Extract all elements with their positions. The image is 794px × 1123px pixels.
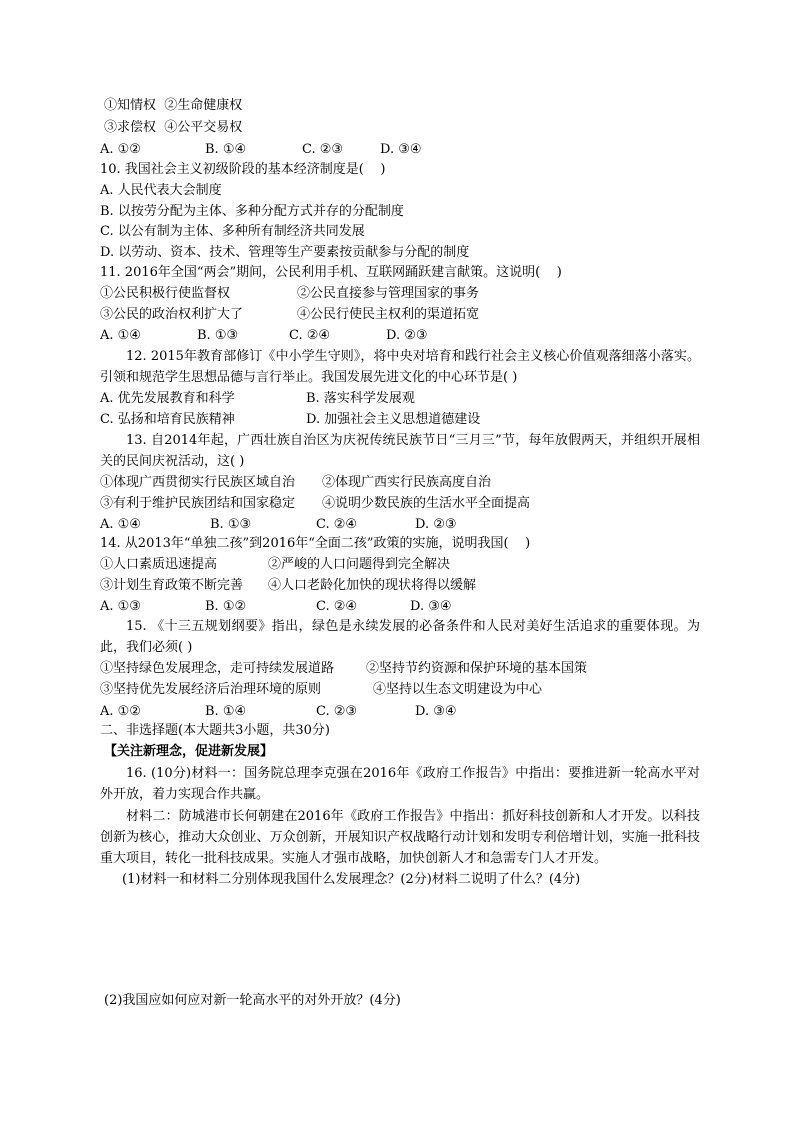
q11-option-d[interactable]: D. ②③ [386,328,428,343]
q16-subquestion-1: (1)材料一和材料二分别体现我国什么发展理念？(2分)材料二说明了什么？(4分) [122,872,581,887]
q15-option-b[interactable]: B. ①④ [205,704,247,719]
q13-option-a[interactable]: A. ①④ [100,517,141,532]
q13-statement-1: ①体现广西贯彻实行民族区域自治 [100,475,296,490]
q13-stem: 13. 自2014年起，广西壮族自治区为庆祝传统民族节日“三月三”节，每年放假两天，并组织开展相关的民间庆祝活动，这( ) [100,433,700,469]
q9-statement-row-1: ①知情权 ②生命健康权 [104,98,243,113]
q9-statement-row-2: ③求偿权 ④公平交易权 [104,120,243,135]
q12-option-c[interactable]: C. 弘扬和培育民族精神 [100,412,235,427]
q13-option-d[interactable]: D. ②③ [415,517,457,532]
q9-option-c[interactable]: C. ②③ [302,142,344,157]
q13-statement-2: ②体现广西实行民族高度自治 [322,475,492,490]
q10-option-d[interactable]: D. 以劳动、资本、技术、管理等生产要素按贡献参与分配的制度 [100,245,470,260]
q12-stem: 12. 2015年教育部修订《中小学生守则》，将中央对培育和践行社会主义核心价值观落细落小落实。引领和规范学生思想品德与言行举止。我国发展先进文化的中心环节是( ) [100,349,700,385]
q15-option-d[interactable]: D. ③④ [415,704,457,719]
q15-statement-3: ③坚持优先发展经济后治理环境的原则 [100,682,322,697]
q10-option-a[interactable]: A. 人民代表大会制度 [100,183,222,198]
q11-statement-3: ③公民的政治权利扩大了 [100,307,244,322]
q12-option-b[interactable]: B. 落实科学发展观 [306,391,415,406]
q16-subquestion-2: (2)我国应如何应对新一轮高水平的对外开放？(4分) [104,993,401,1008]
q14-option-a[interactable]: A. ①③ [100,599,141,614]
q15-option-a[interactable]: A. ①② [100,704,141,719]
q10-stem: 10. 我国社会主义初级阶段的基本经济制度是( ) [100,162,386,177]
section-two-theme: 【关注新理念，促进新发展】 [104,744,274,759]
q16-material-one: 16. (10分)材料一：国务院总理李克强在2016年《政府工作报告》中指出：要推进新一轮高水平对外开放，着力实现合作共赢。 [100,766,700,802]
q9-option-b[interactable]: B. ①④ [205,142,247,157]
q13-option-b[interactable]: B. ①③ [210,517,252,532]
q15-stem: 15. 《十三五规划纲要》指出，绿色是永续发展的必备条件和人民对美好生活追求的重要体现。为此，我们必须( ) [100,619,700,655]
q12-option-d[interactable]: D. 加强社会主义思想道德建设 [306,412,481,427]
q11-stem: 11. 2016年全国“两会”期间，公民利用手机、互联网踊跃建言献策。这说明( ) [100,265,562,280]
q14-statement-1: ①人口素质迅速提高 [100,557,218,572]
q14-stem: 14. 从2013年“单独二孩”到2016年“全面二孩”政策的实施，说明我国( ) [100,536,531,551]
q14-option-c[interactable]: C. ②④ [316,599,358,614]
section-two-title: 二、非选择题(本大题共3小题，共30分) [100,723,330,738]
q15-statement-2: ②坚持节约资源和保护环境的基本国策 [366,661,588,676]
q13-statement-4: ④说明少数民族的生活水平全面提高 [322,496,531,511]
q10-option-c[interactable]: C. 以公有制为主体、多种所有制经济共同发展 [100,224,365,239]
q11-option-c[interactable]: C. ②④ [289,328,331,343]
q11-option-b[interactable]: B. ①③ [197,328,239,343]
q11-option-a[interactable]: A. ①④ [100,328,141,343]
q10-option-b[interactable]: B. 以按劳分配为主体、多种分配方式并存的分配制度 [100,204,404,219]
q15-option-c[interactable]: C. ②③ [316,704,358,719]
q11-statement-4: ④公民行使民主权利的渠道拓宽 [297,307,480,322]
q14-option-b[interactable]: B. ①② [205,599,247,614]
q11-statement-1: ①公民积极行使监督权 [100,286,231,301]
q14-statement-4: ④人口老龄化加快的现状将得以缓解 [268,578,477,593]
q14-statement-2: ②严峻的人口问题得到完全解决 [268,557,451,572]
q15-statement-1: ①坚持绿色发展理念，走可持续发展道路 [100,661,335,676]
q14-statement-3: ③计划生育政策不断完善 [100,578,244,593]
q11-statement-2: ②公民直接参与管理国家的事务 [297,286,480,301]
q13-option-c[interactable]: C. ②④ [316,517,358,532]
q9-option-d[interactable]: D. ③④ [380,142,422,157]
q16-material-two: 材料二：防城港市长何朝建在2016年《政府工作报告》中指出：抓好科技创新和人才开发。以科技创新为核心，推动大众创业、万众创新，开展知识产权战略行动计划和发明专利倍增计划，实施一批科技重大项目，转化一批科技成果。实施人才强市战略，加快创新人才和急需专门人才开发。 [100,809,700,866]
q13-statement-3: ③有利于维护民族团结和国家稳定 [100,496,296,511]
q14-option-d[interactable]: D. ③④ [410,599,452,614]
q15-statement-4: ④坚持以生态文明建设为中心 [373,682,543,697]
q9-option-a[interactable]: A. ①② [100,142,141,157]
q12-option-a[interactable]: A. 优先发展教育和科学 [100,391,235,406]
